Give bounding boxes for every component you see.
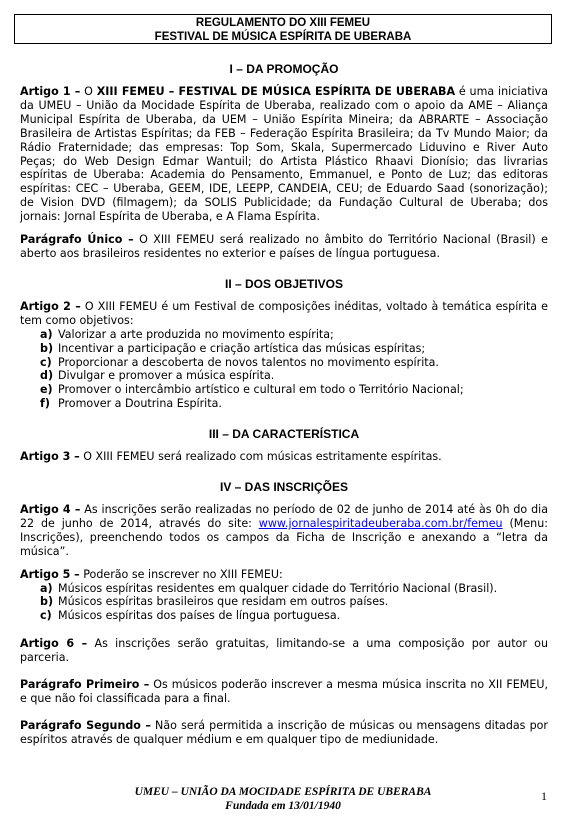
paragrafo-segundo-label: Parágrafo Segundo – <box>20 718 151 732</box>
artigo-5 <box>20 568 548 582</box>
paragrafo-unico <box>20 233 548 261</box>
list-item-text: Valorizar a arte produzida no movimento espírita; <box>58 327 334 341</box>
artigo-2 <box>20 300 548 328</box>
list-item-text: Incentivar a participação e criação artística das músicas espíritas; <box>58 341 426 355</box>
artigo-3-label: Artigo 3 – <box>20 450 80 464</box>
artigo-3-text: O XIII FEMEU será realizado com músicas estritamente espíritas. <box>79 450 442 464</box>
footer-founded: Fundada em 13/01/1940 <box>225 799 341 812</box>
document-page <box>20 14 548 756</box>
paragrafo-unico-text: O XIII FEMEU será realizado no âmbito do Território Nacional (Brasil) e aberto aos brasileiros residentes no exterior e países de língua portuguesa. <box>20 233 548 260</box>
list-item-letter: f) <box>40 397 50 411</box>
section-title-promocao: I – DA PROMOÇÃO <box>229 62 339 76</box>
paragrafo-primeiro-label: Parágrafo Primeiro – <box>20 678 150 692</box>
list-item <box>20 328 548 342</box>
list-item-text: Proporcionar a descoberta de novos talentos no movimento espírita. <box>58 355 439 369</box>
paragrafo-unico-label: Parágrafo Único – <box>20 233 134 247</box>
list-item-letter: a) <box>40 581 53 595</box>
artigo-1-name: XIII FEMEU – FESTIVAL DE MÚSICA ESPÍRITA DE UBERABA <box>96 85 456 98</box>
section-title-inscricoes: IV – DAS INSCRIÇÕES <box>219 480 349 495</box>
artigo-6-label: Artigo 6 – <box>20 637 88 651</box>
list-item-letter: c) <box>40 355 52 369</box>
list-item-text: Músicos espíritas dos países de língua portuguesa. <box>58 609 341 623</box>
page-footer <box>0 786 566 813</box>
list-item-letter: c) <box>40 609 52 623</box>
list-item-letter: e) <box>40 383 53 397</box>
artigo-6 <box>20 637 548 665</box>
artigo-1-label: Artigo 1 – <box>20 85 81 98</box>
artigo-4 <box>20 503 548 559</box>
list-item <box>20 609 548 623</box>
list-item-letter: d) <box>40 369 54 383</box>
list-item-letter: b) <box>40 595 54 609</box>
document-subtitle: FESTIVAL DE MÚSICA ESPÍRITA DE UBERABA <box>154 30 412 43</box>
paragrafo-segundo-text: Não será permitida a inscrição de músicas ou mensagens ditadas por espíritos através de qualquer médium e em qualquer tipo de mediunidade. <box>20 718 548 746</box>
list-item-text: Promover a Doutrina Espírita. <box>58 397 222 411</box>
footer-organization: UMEU – UNIÃO DA MOCIDADE ESPÍRITA DE UBERABA <box>134 786 432 798</box>
objetivos-list <box>20 328 548 411</box>
list-item-text: Divulgar e promover a música espírita. <box>58 369 275 383</box>
paragrafo-primeiro-text: Os músicos poderão inscrever a mesma música inscrita no XII FEMEU, e que não foi classificada para a final. <box>20 678 549 705</box>
list-item <box>20 582 548 596</box>
artigo-1-text: é uma iniciativa da UMEU – União da Mocidade Espírita de Uberaba, realizado com o apoio da AME – Aliança Municipal Espírita de Uberaba, da UEM – União Espírita Mineira; da ABRARTE – Associação Brasileira de Artistas Espíritas; da FEB – Federação Espírita Brasileira; da Tv Mundo Maior; da Rádio Fraternidade; das empresas: Top Som, Skala, Supermercado Liduvino e River Auto Peças; do Web Design Edmar Wantuil; do Artista Plástico Rhaavi Dionísio; das livrarias espíritas de Uberaba: Academia do Pensamento, Emmanuel, e Ponto de Luz; das editoras espíritas: CEC – Uberaba, GEEM, IDE, LEEPP, CANDEIA, CEU; de Eduardo Saad (sonorização); de Vision DVD (filmagem); da SOLIS Publicidade; da Fundação Cultural de Uberaba; dos jornais: Jornal Espírita de Uberaba, e A Flama Espírita. <box>20 85 548 224</box>
artigo-2-label: Artigo 2 – <box>20 299 81 313</box>
list-item <box>20 595 548 609</box>
paragrafo-segundo <box>20 719 548 747</box>
list-item-letter: b) <box>40 341 54 355</box>
list-item-letter: a) <box>40 327 53 341</box>
artigo-4-text: As inscrições serão realizadas no período de 02 de junho de 2014 até às 0h do dia 22 de junho de 2014, através do site: <box>20 503 549 530</box>
paragrafo-primeiro <box>20 678 548 706</box>
artigo-1 <box>20 85 548 224</box>
list-item <box>20 356 548 370</box>
list-item-text: Promover o intercâmbio artístico e cultural em todo o Território Nacional; <box>58 383 464 397</box>
artigo-3 <box>20 450 548 464</box>
artigo-5-label: Artigo 5 – <box>20 567 80 581</box>
list-item <box>20 383 548 397</box>
list-item <box>20 397 548 411</box>
artigo-1-pre: O <box>80 85 97 98</box>
inscricoes-list <box>20 582 548 624</box>
artigo-6-text: As inscrições serão gratuitas, limitando-se a uma composição por autor ou parceria. <box>20 637 548 665</box>
list-item-text: Músicos espíritas residentes em qualquer cidade do Território Nacional (Brasil). <box>58 581 498 595</box>
document-title-box <box>14 14 552 44</box>
page-number: 1 <box>541 789 547 803</box>
artigo-5-text: Poderão se inscrever no XIII FEMEU: <box>79 567 283 581</box>
document-title: REGULAMENTO DO XIII FEMEU <box>195 17 371 29</box>
artigo-2-text: O XIII FEMEU é um Festival de composições inéditas, voltado à temática espírita e tem como objetivos: <box>20 299 548 327</box>
list-item <box>20 369 548 383</box>
list-item-text: Músicos espíritas brasileiros que residam em outros países. <box>58 595 389 609</box>
section-title-caracteristica: III – DA CARACTERÍSTICA <box>208 427 360 442</box>
artigo-4-label: Artigo 4 – <box>20 503 81 517</box>
femeu-site-link[interactable]: www.jornalespiritadeuberaba.com.br/femeu <box>258 516 503 530</box>
list-item <box>20 342 548 356</box>
artigo-4-text-cont: (Menu: Inscrições), preenchendo todos os campos da Ficha de Inscrição e anexando a “letra da música”. <box>20 516 548 558</box>
section-title-objetivos: II – DOS OBJETIVOS <box>224 276 344 291</box>
